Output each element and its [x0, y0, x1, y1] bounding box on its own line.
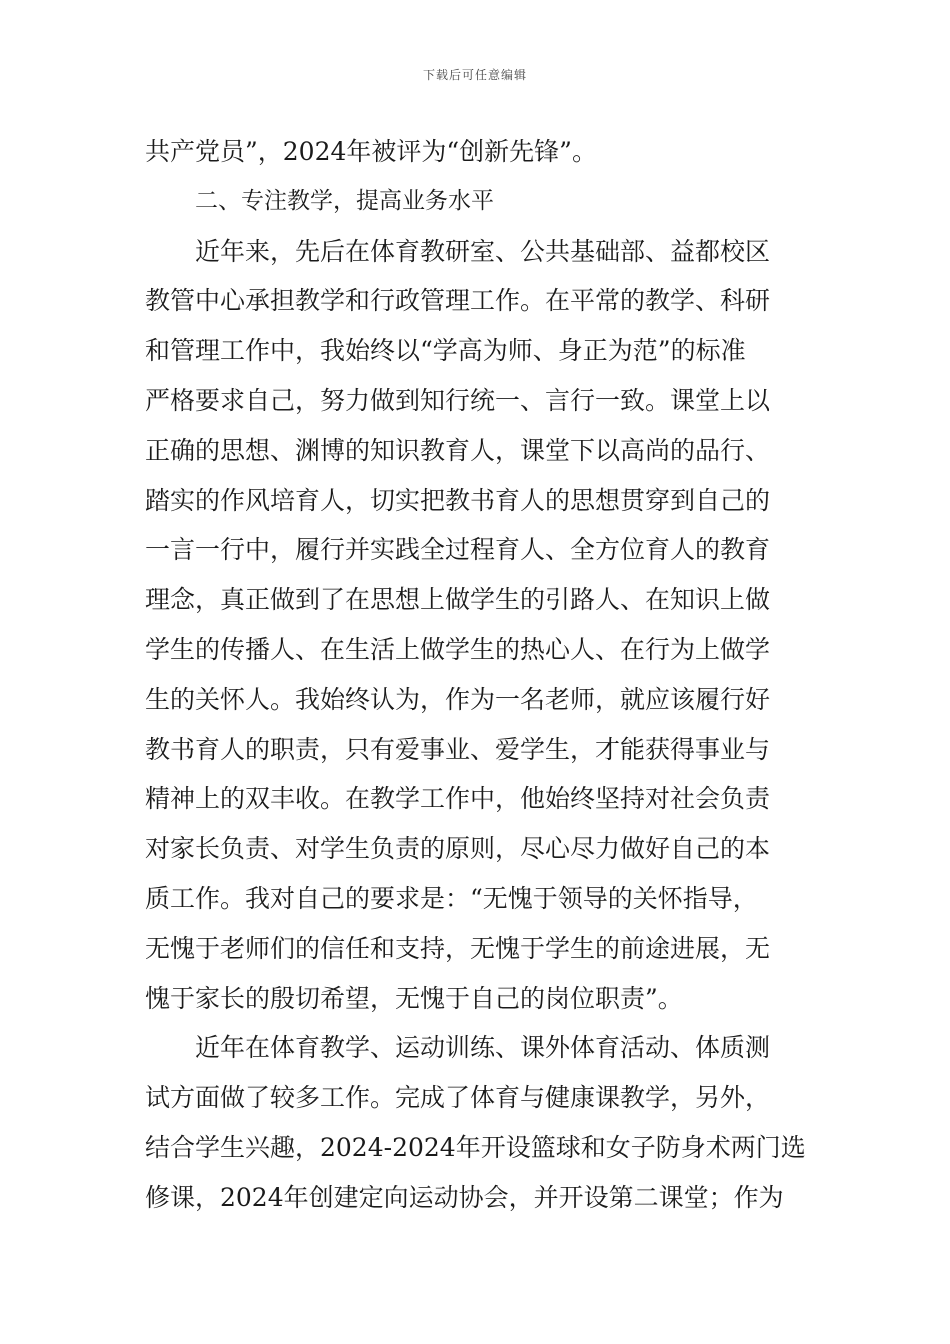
- document-body: [145, 127, 825, 1223]
- text-line: 愧于家长的殷切希望，无愧于自己的岗位职责”。: [145, 983, 683, 1013]
- text-line: 生的关怀人。我始终认为，作为一名老师，就应该履行好: [145, 684, 771, 714]
- text-line: 教书育人的职责，只有爱事业、爱学生，才能获得事业与: [145, 734, 771, 764]
- text-line: 共产党员”，2024年被评为“创新先锋”。: [145, 137, 597, 166]
- text-line: 精神上的双丰收。在教学工作中，他始终坚持对社会负责: [145, 784, 771, 814]
- text-line: 教管中心承担教学和行政管理工作。在平常的教学、科研: [145, 286, 771, 316]
- paragraph-first-line: 近年来，先后在体育教研室、公共基础部、益都校区: [195, 236, 771, 266]
- text-line: 正确的思想、渊博的知识教育人，课堂下以高尚的品行、: [145, 435, 771, 465]
- section-heading: 二、专注教学，提高业务水平: [195, 187, 494, 214]
- paragraph-first-line: 近年在体育教学、运动训练、课外体育活动、体质测: [195, 1033, 771, 1063]
- text-line: 和管理工作中，我始终以“学高为师、身正为范”的标准: [145, 336, 746, 366]
- text-line: 理念，真正做到了在思想上做学生的引路人、在知识上做: [145, 585, 771, 615]
- page-header: 下载后可任意编辑: [422, 68, 527, 82]
- text-line: 严格要求自己，努力做到知行统一、言行一致。课堂上以: [145, 385, 771, 415]
- text-line: 试方面做了较多工作。完成了体育与健康课教学，另外，: [145, 1083, 771, 1113]
- text-line: 结合学生兴趣，2024-2024年开设篮球和女子防身术两门选: [145, 1132, 806, 1162]
- text-line: 修课，2024年创建定向运动协会，并开设第二课堂；作为: [145, 1182, 784, 1212]
- text-line: 对家长负责、对学生负责的原则，尽心尽力做好自己的本: [145, 834, 771, 864]
- text-line: 踏实的作风培育人，切实把教书育人的思想贯穿到自己的: [145, 485, 771, 515]
- text-line: 质工作。我对自己的要求是：“无愧于领导的关怀指导，: [145, 883, 758, 913]
- text-line: 学生的传播人、在生活上做学生的热心人、在行为上做学: [145, 634, 771, 664]
- text-line: 无愧于老师们的信任和支持，无愧于学生的前途进展，无: [145, 933, 771, 963]
- text-line: 一言一行中，履行并实践全过程育人、全方位育人的教育: [145, 535, 771, 565]
